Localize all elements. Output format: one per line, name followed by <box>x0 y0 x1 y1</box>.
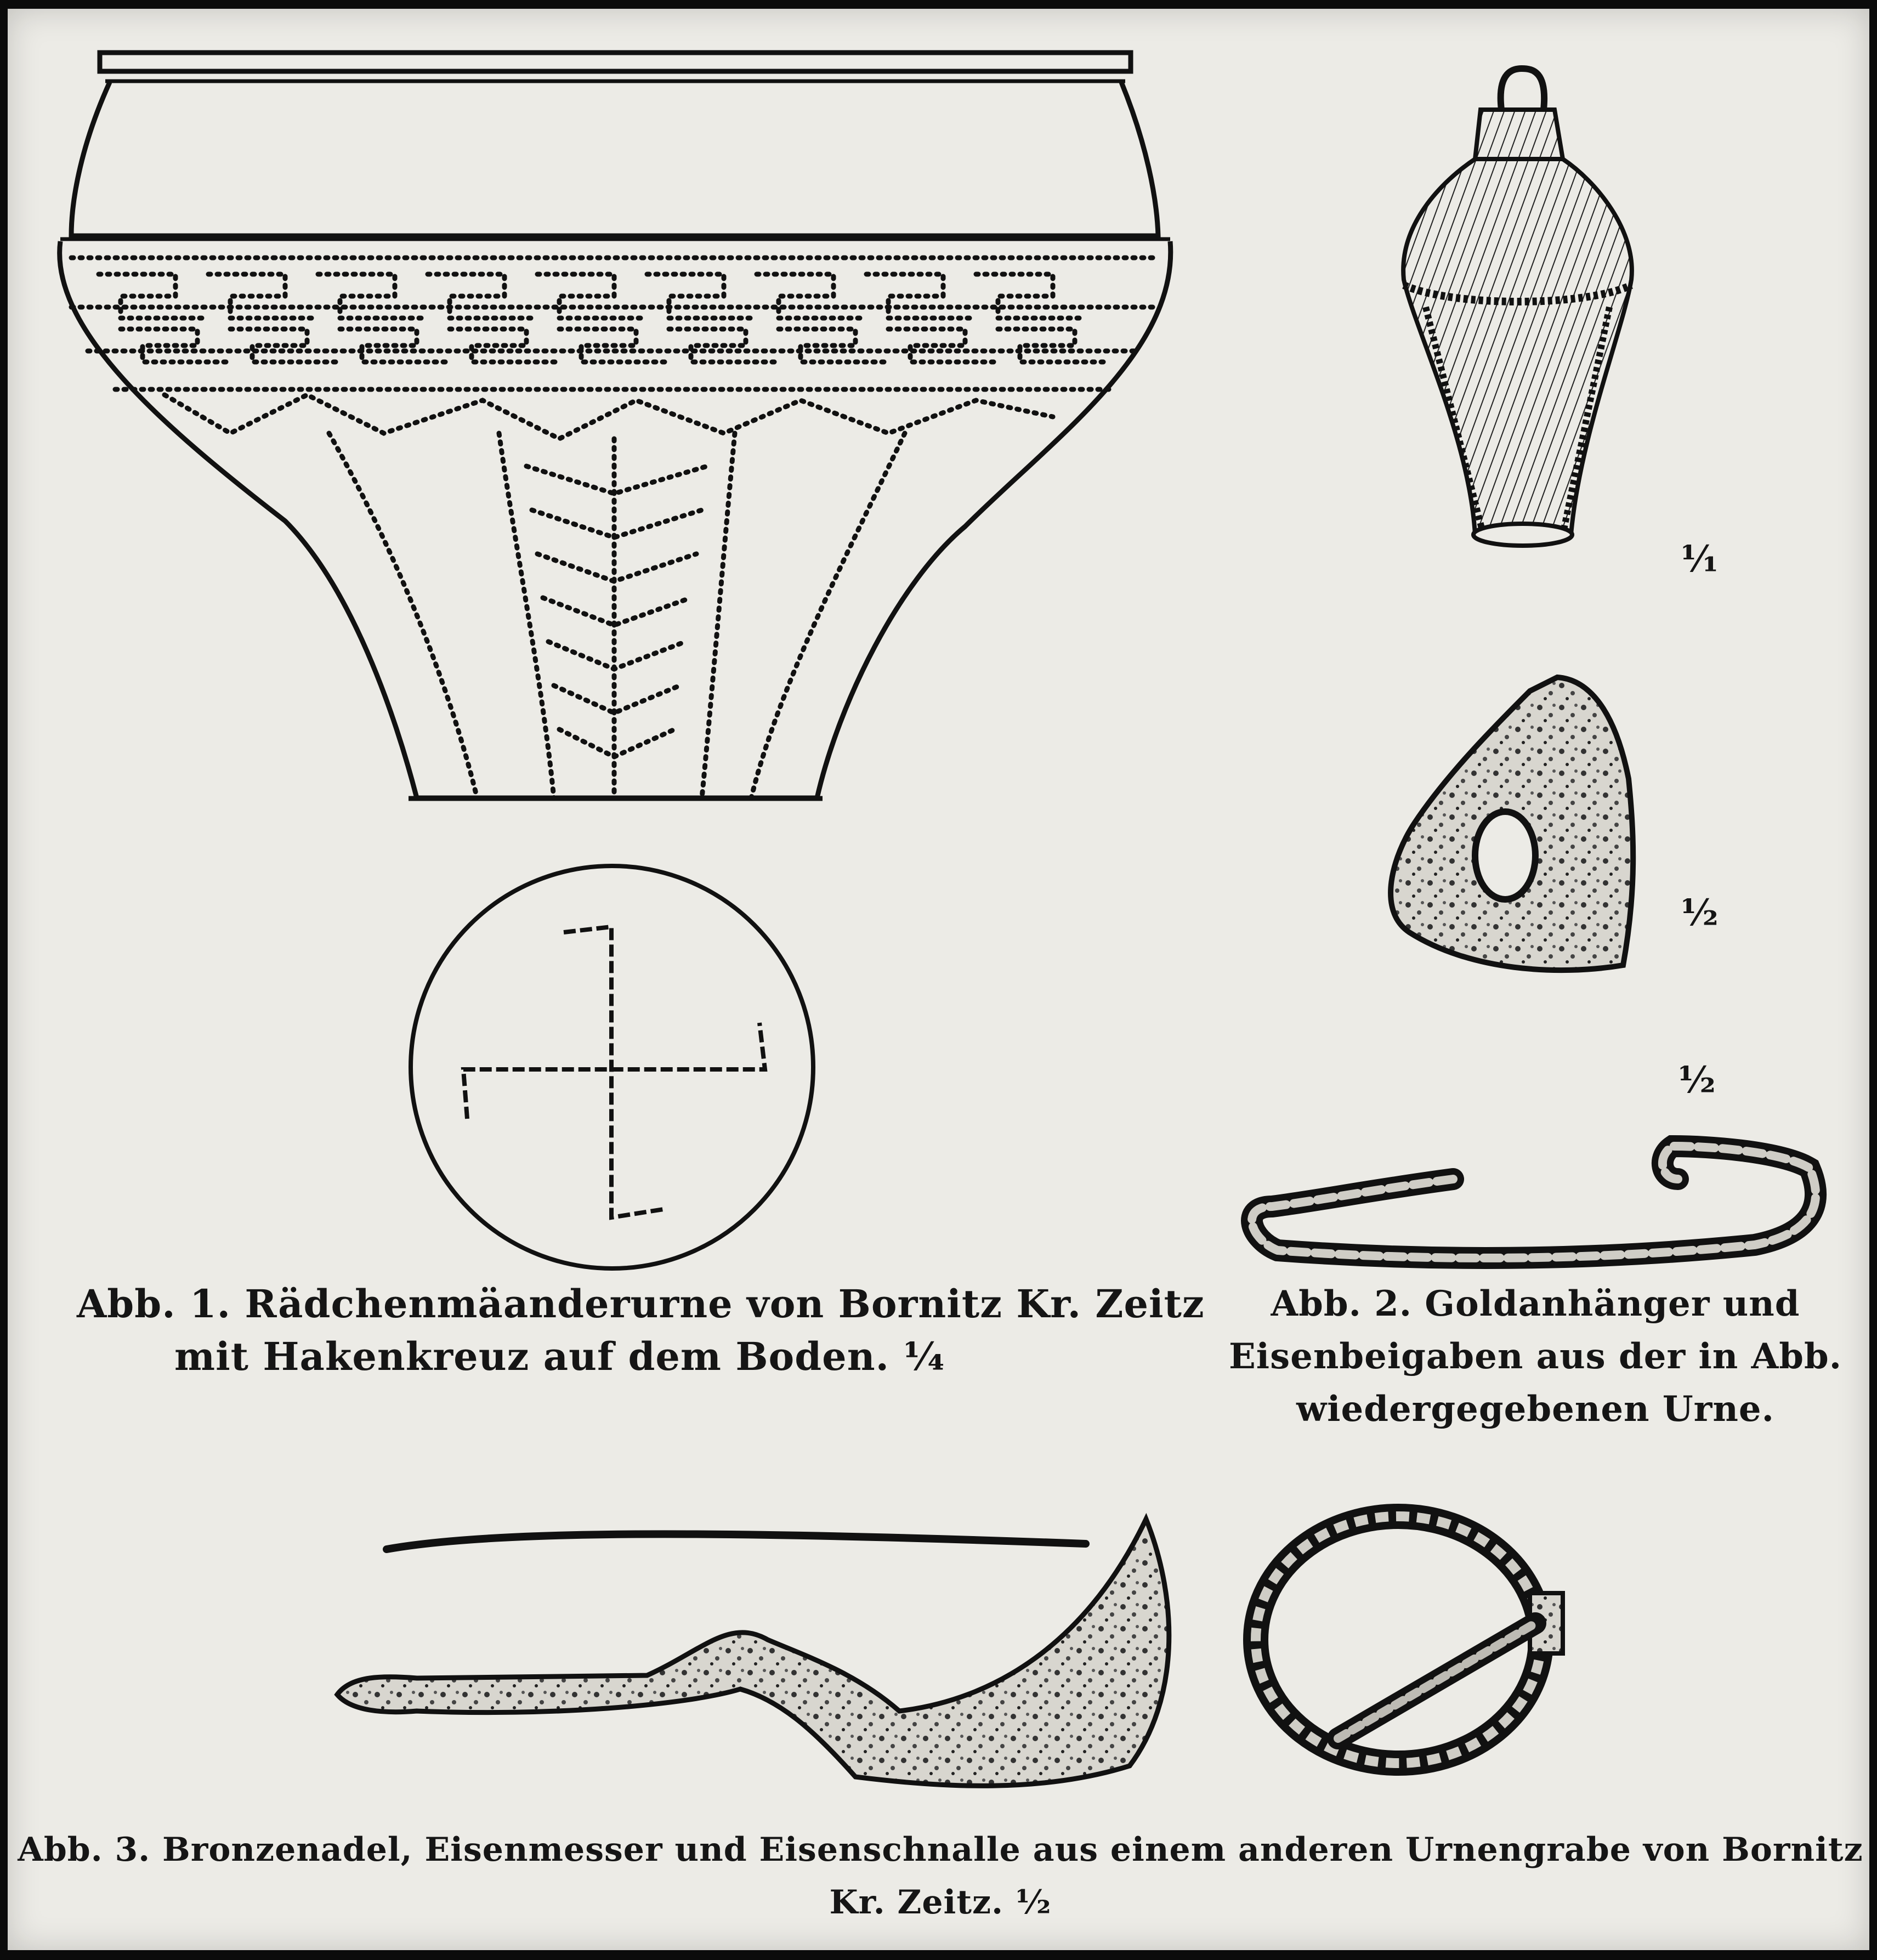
iron-knife-drawing <box>337 1519 1169 1786</box>
figure2-caption <box>1212 1278 1859 1436</box>
figure3-caption <box>16 1823 1864 1929</box>
figure2-caption-line3: wiedergegebenen Urne. <box>1296 1389 1774 1430</box>
figure3-caption-line2: Kr. Zeitz. ¹⁄₂ <box>829 1883 1052 1922</box>
figure1-caption-line2: mit Hakenkreuz auf dem Boden. ¹⁄₄ <box>174 1334 945 1379</box>
iron-buckle-drawing <box>1256 1516 1563 1763</box>
fragment-scale-label: ¹⁄₂ <box>1681 891 1719 934</box>
iron-fragment-drawing <box>1391 677 1633 970</box>
hook-scale-label: ¹⁄₂ <box>1678 1058 1716 1101</box>
bronze-needle-drawing <box>387 1534 1086 1549</box>
pendant-scale-label: ¹⁄₁ <box>1681 537 1719 580</box>
figure2-caption-line1: Abb. 2. Goldanhänger und <box>1271 1283 1800 1324</box>
figure1-caption <box>77 1278 1205 1383</box>
iron-hook-drawing <box>1252 1146 1816 1258</box>
figure2-caption-line2: Eisenbeigaben aus der in Abb. <box>1229 1336 1842 1377</box>
urn-drawing <box>60 53 1171 798</box>
urn-base-swastika-drawing <box>411 866 813 1268</box>
gold-pendant-drawing <box>1403 69 1632 546</box>
figure3-caption-line1: Abb. 3. Bronzenadel, Eisenmesser und Eisenschnalle aus einem anderen Urnengrabe von Bornitz <box>18 1831 1863 1869</box>
figure1-caption-line1: Abb. 1. Rädchenmäanderurne von Bornitz Kr. Zeitz <box>77 1281 1205 1327</box>
